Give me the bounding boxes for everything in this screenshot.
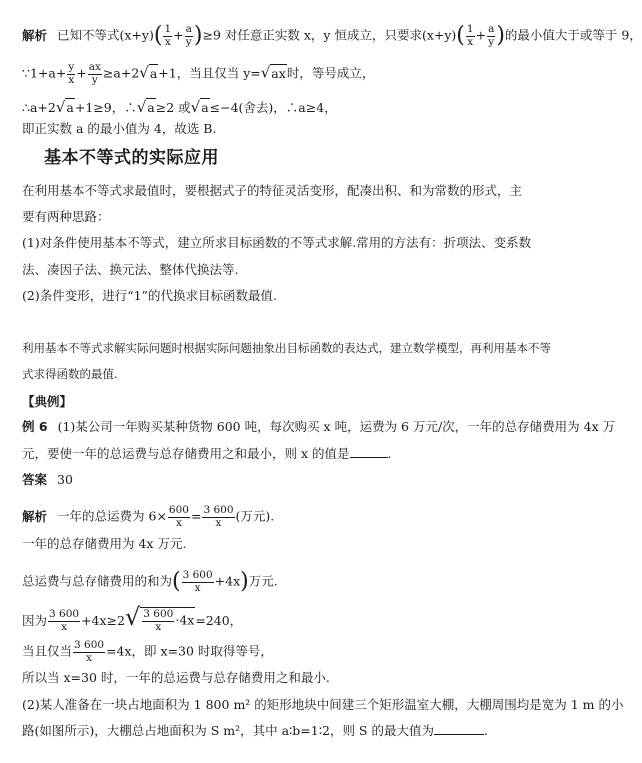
answer-value: 30	[57, 472, 73, 487]
fraction: $\frac{y}{x}$	[68, 61, 75, 86]
part2-line-2: 路(如图所示)，大棚总占地面积为 S m²，其中 a∶b=1∶2，则 S 的最大值为 .	[22, 723, 488, 738]
answer-label: 答案	[22, 472, 48, 487]
fraction: $\frac{3 600}{x}$	[49, 608, 80, 633]
answer-line	[22, 474, 73, 487]
analysis2-line-4: 因为 $\frac{3 600}{x}$ +4x≥2√ $\frac{3 600}{x}$ ·4x=240，	[22, 603, 243, 633]
example-line-2: 元，要使一年的总运费与总存储费用之和最小，则 x 的值是 .	[22, 446, 392, 461]
fraction: $\frac{1}{x}$	[164, 23, 172, 48]
sqrt: a	[66, 100, 74, 115]
fraction: $\frac{600}{x}$	[168, 504, 189, 529]
analysis-line-3: ∴a+2√a+1≥9，∴√a≥2 或√a≤−4(舍去)，∴a≥4，	[22, 98, 337, 116]
sqrt: ax	[271, 65, 286, 81]
analysis2-line-1: 解析 一年的总运费为 6× $\frac{600}{x}$ = $\frac{3 600}{x}$ (万元).	[22, 504, 275, 529]
intro-text: (2)条件变形，进行“1”的代换求目标函数最值.	[22, 288, 277, 303]
analysis-line-4: 即正实数 a 的最小值为 4，故选 B.	[22, 121, 217, 136]
analysis2-line-5: 当且仅当 $\frac{3 600}{x}$ =4x，即 x=30 时取得等号，	[22, 639, 273, 664]
fraction: $\frac{3 600}{x}$	[74, 639, 105, 664]
fraction: $\frac{3 600}{x}$	[182, 569, 213, 594]
fraction: $\frac{3 600}{x}$	[203, 504, 234, 529]
example-label: 例 6	[22, 419, 48, 434]
part2-line-1: (2)某人准备在一块占地面积为 1 800 m² 的矩形地块中间建三个矩形温室大棚，大棚周围均是宽为 1 m 的小	[22, 697, 624, 712]
answer-blank	[434, 734, 484, 735]
fraction: $\frac{3 600}{x}$	[143, 608, 174, 633]
analysis-line-1: 解析 已知不等式(x+y)( $\frac{1}{x}$ + $\frac{a}{y}$ )≥9 对任意正实数 x，y 恒成立，只要求(x+y)( $\frac{1}{x}$ + $\frac{a}{y}$ )的最小值大于或等于 9，	[22, 23, 642, 49]
answer-blank	[350, 457, 388, 458]
fraction: $\frac{a}{y}$	[185, 23, 192, 48]
analysis2-line-2: 一年的总存储费用为 4x 万元.	[22, 536, 187, 551]
sqrt: a	[149, 65, 158, 81]
note-text: 式求得函数的最值.	[22, 367, 118, 381]
intro-text: 法、凑因子法、换元法、整体代换法等.	[22, 262, 239, 277]
analysis-label: 解析	[22, 27, 48, 43]
sqrt: a	[201, 100, 209, 115]
fraction: $\frac{ax}{y}$	[88, 61, 101, 86]
analysis2-line-6: 所以当 x=30 时，一年的总运费与总存储费用之和最小.	[22, 670, 330, 685]
sqrt: a	[147, 100, 155, 115]
intro-text: 在利用基本不等式求最值时，要根据式子的特征灵活变形，配凑出积、和为常数的形式，主	[22, 183, 523, 198]
fraction: $\frac{a}{y}$	[488, 23, 495, 48]
fraction: $\frac{1}{x}$	[466, 23, 474, 48]
intro-text: 要有两种思路：	[22, 209, 110, 224]
analysis2-line-3: 总运费与总存储费用的和为( $\frac{3 600}{x}$ +4x)万元.	[22, 569, 278, 595]
section-heading: 基本不等式的实际应用	[44, 148, 219, 168]
intro-text: (1)对条件使用基本不等式，建立所求目标函数的不等式求解.常用的方法有：折项法、变系数	[22, 235, 532, 250]
note-text: 利用基本不等式求解实际问题时根据实际问题抽象出目标函数的表达式，建立数学模型，再利用基本不等	[22, 341, 551, 355]
analysis-label: 解析	[22, 508, 48, 524]
sqrt: $\frac{3 600}{x}$ ·4x	[140, 607, 195, 633]
analysis-line-2: ∵1+a+ $\frac{y}{x}$ + $\frac{ax}{y}$ ≥a+2√a+1，当且仅当 y=√ax时，等号成立，	[22, 61, 375, 86]
example-tag: 【典例】	[22, 394, 73, 409]
example-line-1: 例 6 (1)某公司一年购买某种货物 600 吨，每次购买 x 吨，运费为 6 万元/次，一年的总存储费用为 4x 万	[22, 419, 616, 434]
